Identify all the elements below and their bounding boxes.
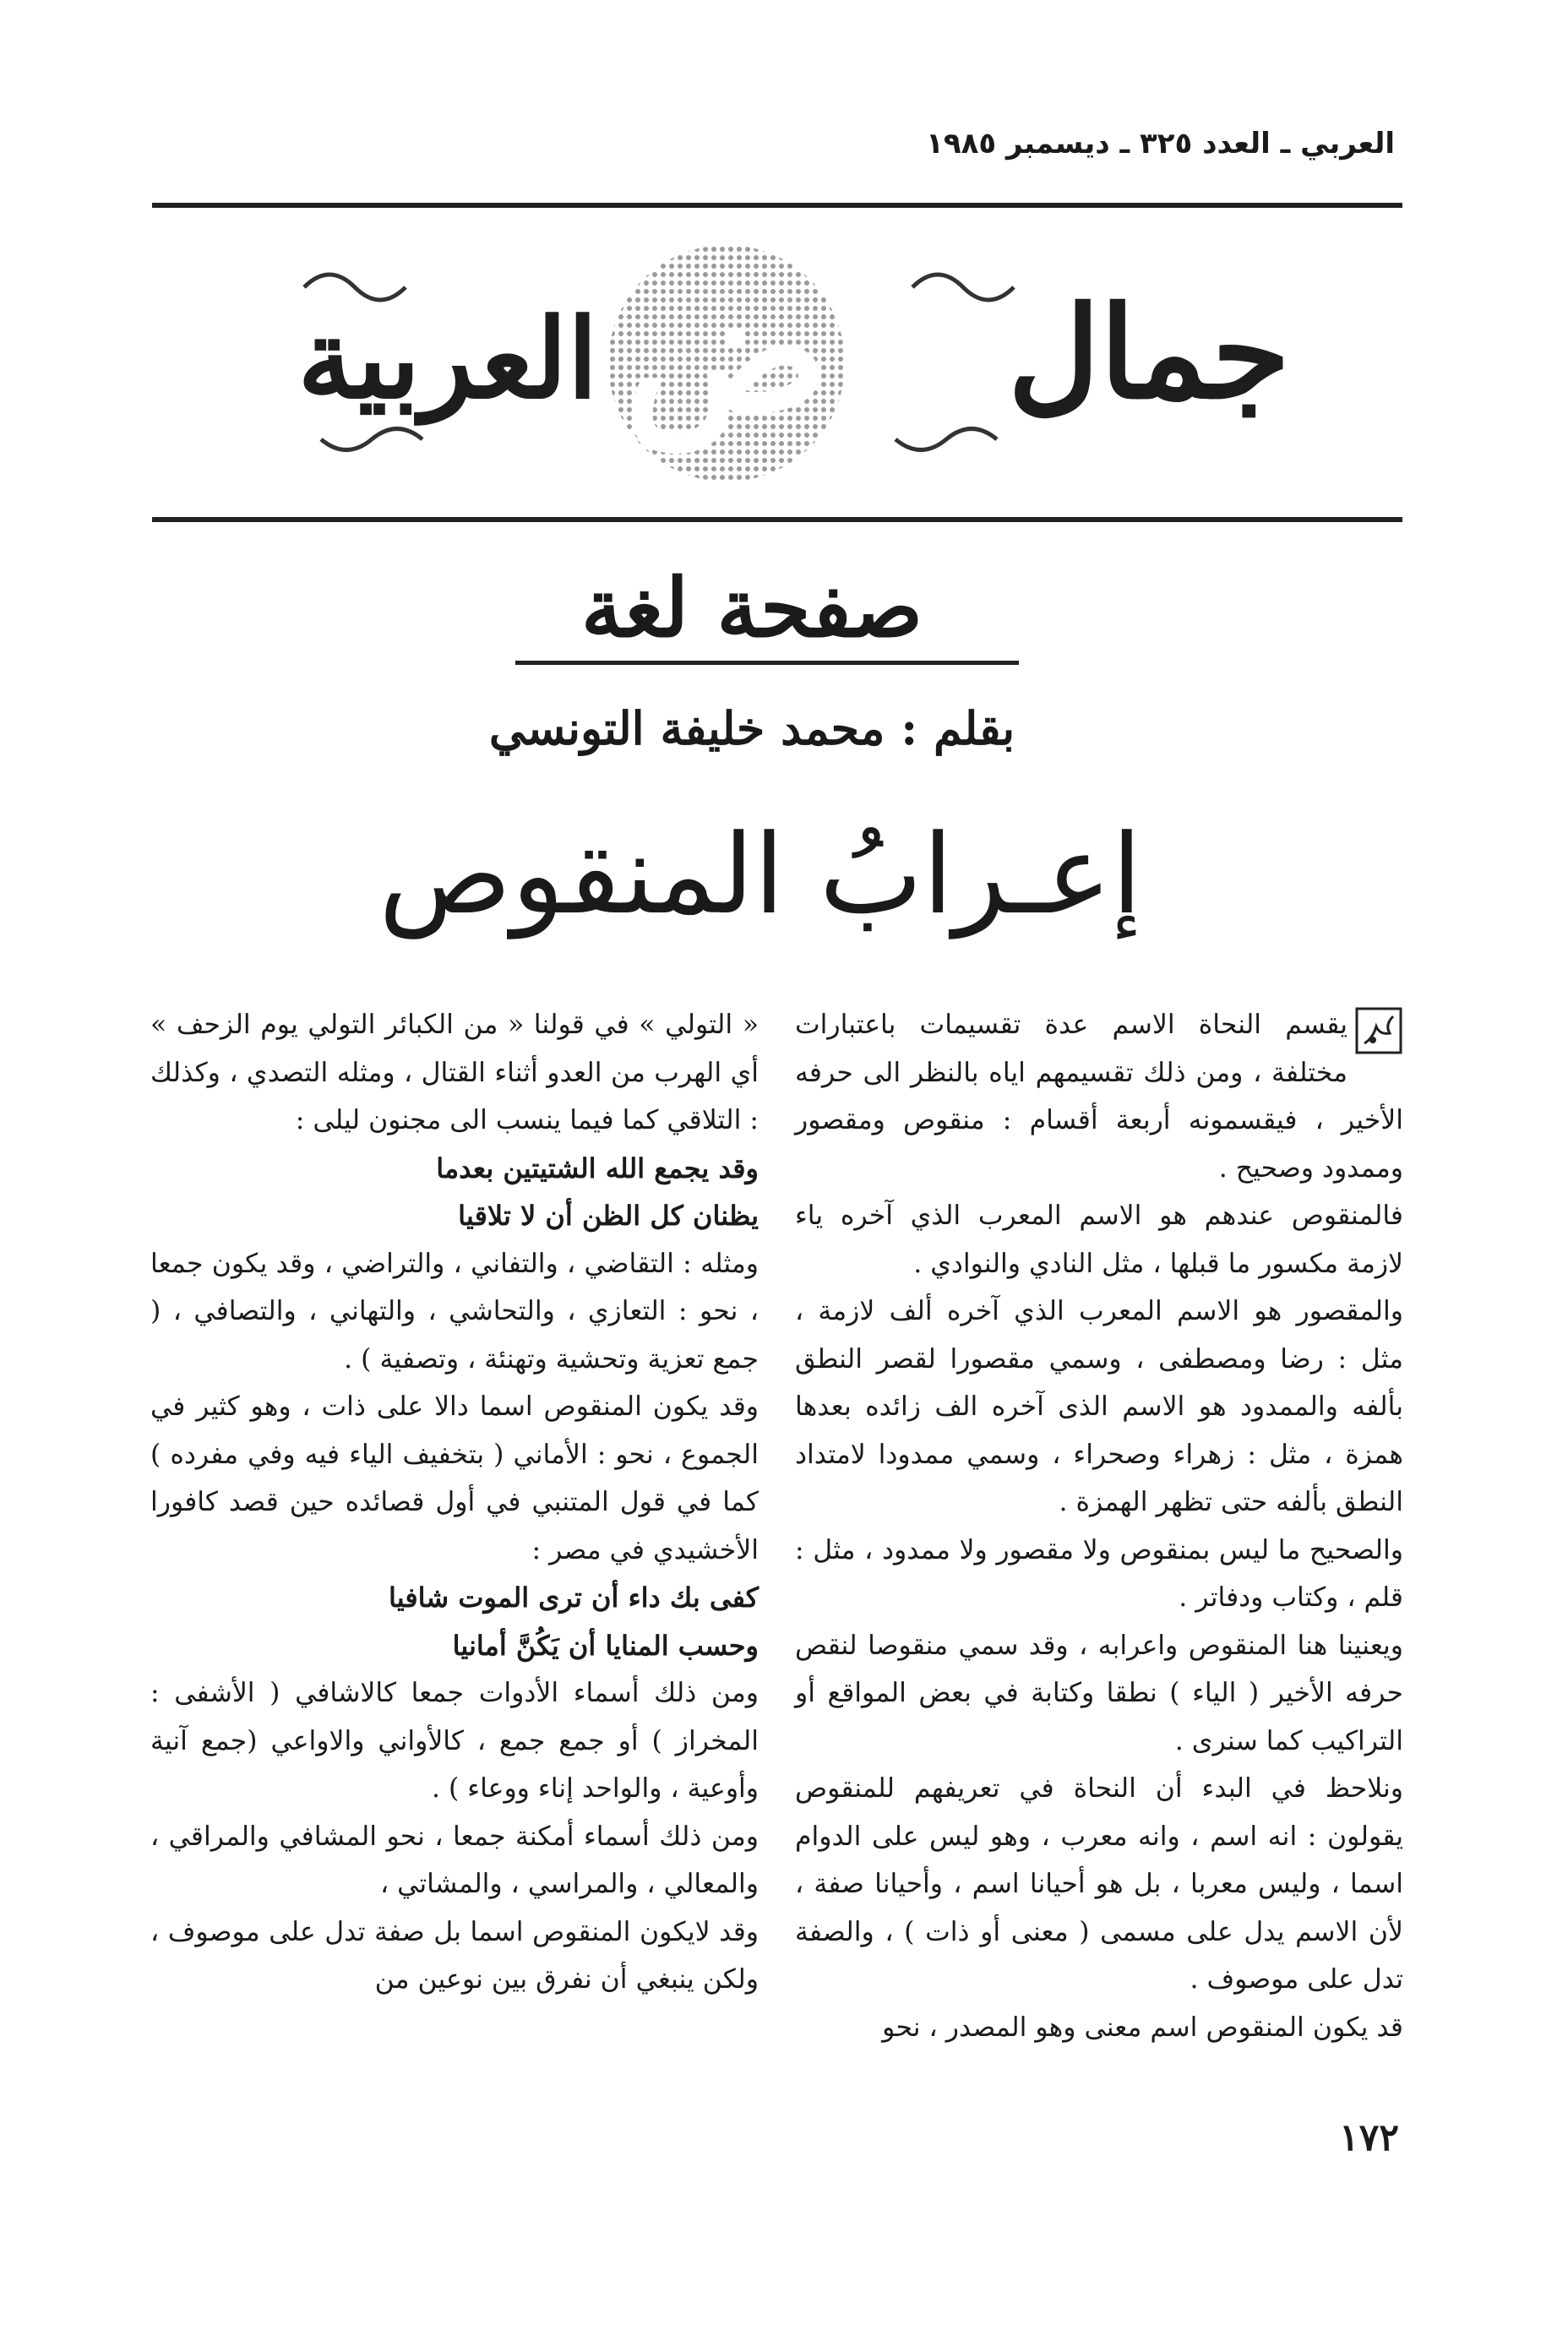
- flourish-right-bottom: [896, 429, 997, 450]
- top-divider: [152, 203, 1402, 208]
- paragraph: ومثله : التقاضي ، والتفاني ، والتراضي ، وقد يكون جمعا ، نحو : التعازي ، والتحاشي ، والتهاني ، والتصافي ، ( جمع تعزية وتحشية وتهنئة ، وتصفية ) .: [150, 1248, 759, 1375]
- section-title-underline: [515, 661, 1019, 665]
- paragraph: فالمنقوص عندهم هو الاسم المعرب الذي آخره ياء لازمة مكسور ما قبلها ، مثل النادي والنوادي .: [795, 1200, 1403, 1279]
- ornament-icon: [1354, 1006, 1403, 1055]
- paragraph: يقسم النحاة الاسم عدة تقسيمات باعتبارات مختلفة ، ومن ذلك تقسيمهم اياه بالنظر الى حرفه الأخير ، فيقسمونه أربعة أقسام : منقوص ومقصور وممدود وصحيح .: [795, 1010, 1403, 1184]
- paragraph: قد يكون المنقوص اسم معنى وهو المصدر ، نحو: [882, 2012, 1403, 2043]
- issue-header: العربي ـ العدد ٣٢٥ ـ ديسمبر ١٩٨٥: [926, 127, 1395, 161]
- author-byline: بقلم : محمد خليفة التونسي: [488, 701, 1015, 755]
- paragraph: ويعنينا هنا المنقوص واعرابه ، وقد سمي منقوصا لنقص حرفه الأخير ( الياء ) نطقا وكتابة في بعض المواقع أو التراكيب كما سنرى .: [795, 1630, 1403, 1756]
- paragraph: « التولي » في قولنا « من الكبائر التولي يوم الزحف » أي الهرب من العدو أثناء القتال ، ومثله التصدي ، وكذلك : التلاقي كما فيما ينسب الى مجنون ليلى :: [150, 1010, 759, 1135]
- masthead-word-center: ض: [624, 252, 829, 450]
- paragraph: ومن ذلك أسماء أمكنة جمعا ، نحو المشافي والمراقي ، والمعالي ، والمراسي ، والمشاتي ،: [150, 1821, 759, 1899]
- masthead-word-right: جمال: [1007, 279, 1291, 427]
- section-title: صفحة لغة: [581, 560, 923, 656]
- page-number: ١٧٢: [1339, 2116, 1399, 2159]
- verse-line: وقد يجمع الله الشتيتين بعدما: [436, 1152, 759, 1184]
- paragraph: وقد يكون المنقوص اسما دالا على ذات ، وهو كثير في الجموع ، نحو : الأماني ( بتخفيف الياء فيه وفي مفرده ) كما في قول المتنبي في أول قصائده حين قصد كافورا الأخشيدي في مصر :: [150, 1391, 759, 1565]
- article-title: إعـرابُ المنقوص: [378, 810, 1142, 939]
- masthead-svg: [253, 228, 1318, 498]
- paragraph: ومن ذلك أسماء الأدوات جمعا كالاشافي ( الأشفى : المخراز ) أو جمع جمع ، كالأواني والاواعي (جمع آنية وأوعية ، والواحد إناء ووعاء ) .: [150, 1678, 759, 1804]
- flourish-right-top: [912, 275, 1014, 300]
- paragraph: والصحيح ما ليس بمنقوص ولا مقصور ولا ممدود ، مثل : قلم ، وكتاب ودفاتر .: [795, 1534, 1403, 1613]
- middle-divider: [152, 517, 1402, 522]
- paragraph: ونلاحظ في البدء أن النحاة في تعريفهم للمنقوص يقولون : انه اسم ، وانه معرب ، وهو ليس على الدوام اسما ، وليس معربا ، بل هو أحيانا اسم ، وأحيانا صفة ، لأن الاسم يدل على مسمى ( معنى أو ذات ) ، والصفة تدل على موصوف .: [795, 1773, 1403, 1995]
- masthead-word-left: العربية: [297, 294, 598, 423]
- verse-line: يظنان كل الظن أن لا تلاقيا: [458, 1200, 759, 1232]
- verse-line: كفى بك داء أن ترى الموت شافيا: [388, 1582, 759, 1614]
- paragraph: والمقصور هو الاسم المعرب الذي آخره ألف لازمة ، مثل : رضا ومصطفى ، وسمي مقصورا لقصر النطق بألفه والممدود هو الاسم الذى آخره الف زائده بعدها همزة ، مثل : زهراء وصحراء ، وسمي ممدودا لامتداد النطق بألفه حتى تظهر الهمزة .: [795, 1296, 1403, 1517]
- paragraph: وقد لايكون المنقوص اسما بل صفة تدل على موصوف ، ولكن ينبغي أن نفرق بين نوعين من: [150, 1916, 759, 1995]
- right-column: [795, 1001, 1403, 2051]
- masthead-logo: [253, 228, 1318, 498]
- flourish-left-bottom: [321, 429, 422, 450]
- left-column: [150, 1001, 759, 2004]
- verse-line: وحسب المنايا أن يَكُنَّ أمانيا: [452, 1629, 759, 1662]
